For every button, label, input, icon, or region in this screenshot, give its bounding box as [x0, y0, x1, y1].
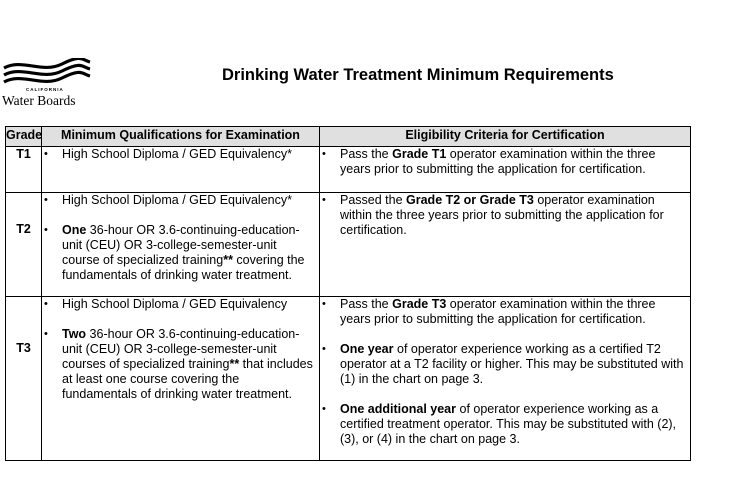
- list-item: • Pass the Grade T3 operator examination within the three years prior to submitting the application for certification.: [322, 297, 656, 326]
- header-grade: Grade: [6, 127, 42, 147]
- logo-name-text: Water Boards: [2, 93, 76, 108]
- list-item: • Pass the Grade T1 operator examination within the three years prior to submitting the application for certification.: [322, 147, 656, 176]
- bullet-icon: •: [44, 148, 48, 160]
- table-row: [6, 147, 691, 193]
- qualifications-cell: [42, 193, 320, 297]
- list-item: • High School Diploma / GED Equivalency*: [44, 147, 292, 161]
- bullet-icon: •: [322, 194, 326, 206]
- bullet-icon: •: [322, 298, 326, 310]
- table-row: [6, 193, 691, 297]
- qualifications-cell: [42, 297, 320, 461]
- grade-cell: T2: [6, 193, 42, 297]
- bullet-icon: •: [322, 403, 326, 415]
- grade-cell: T1: [6, 147, 42, 193]
- header-qualifications: Minimum Qualifications for Examination: [42, 127, 320, 147]
- grade-cell: T3: [6, 297, 42, 461]
- criteria-cell: [320, 193, 691, 297]
- qualifications-cell: [42, 147, 320, 193]
- list-item: • One 36-hour OR 3.6-continuing-education-unit (CEU) OR 3-college-semester-unit course of specialized training** covering the fundamentals of drinking water treatment.: [44, 223, 305, 282]
- bullet-icon: •: [44, 224, 48, 236]
- bullet-icon: •: [44, 298, 48, 310]
- list-item: • One additional year of operator experience working as a certified treatment operator. This may be substituted with (2), (3), or (4) in the chart on page 3.: [322, 402, 677, 446]
- header-criteria: Eligibility Criteria for Certification: [320, 127, 691, 147]
- water-waves-icon: [2, 58, 92, 90]
- table-row: [6, 297, 691, 461]
- list-item: • High School Diploma / GED Equivalency*: [44, 193, 292, 207]
- requirements-table: [5, 126, 691, 461]
- bullet-icon: •: [44, 194, 48, 206]
- list-item: • High School Diploma / GED Equivalency: [44, 297, 288, 311]
- water-boards-logo: [2, 58, 92, 112]
- logo-state-text: CALIFORNIA: [26, 87, 64, 92]
- table-header-row: [6, 127, 691, 147]
- criteria-cell: [320, 147, 691, 193]
- list-item: • One year of operator experience working as a certified T2 operator at a T2 facility or higher. This may be substituted with (1) in the chart on page 3.: [322, 342, 684, 386]
- page-title: Drinking Water Treatment Minimum Requirements: [222, 66, 614, 84]
- bullet-icon: •: [44, 328, 48, 340]
- bullet-icon: •: [322, 343, 326, 355]
- bullet-icon: •: [322, 148, 326, 160]
- criteria-cell: [320, 297, 691, 461]
- list-item: • Two 36-hour OR 3.6-continuing-education-unit (CEU) OR 3-college-semester-unit courses of specialized training** that includes at least one course covering the fundamentals of drinking water treatment.: [44, 327, 313, 401]
- list-item: • Passed the Grade T2 or Grade T3 operator examination within the three years prior to submitting the application for certification.: [322, 193, 664, 237]
